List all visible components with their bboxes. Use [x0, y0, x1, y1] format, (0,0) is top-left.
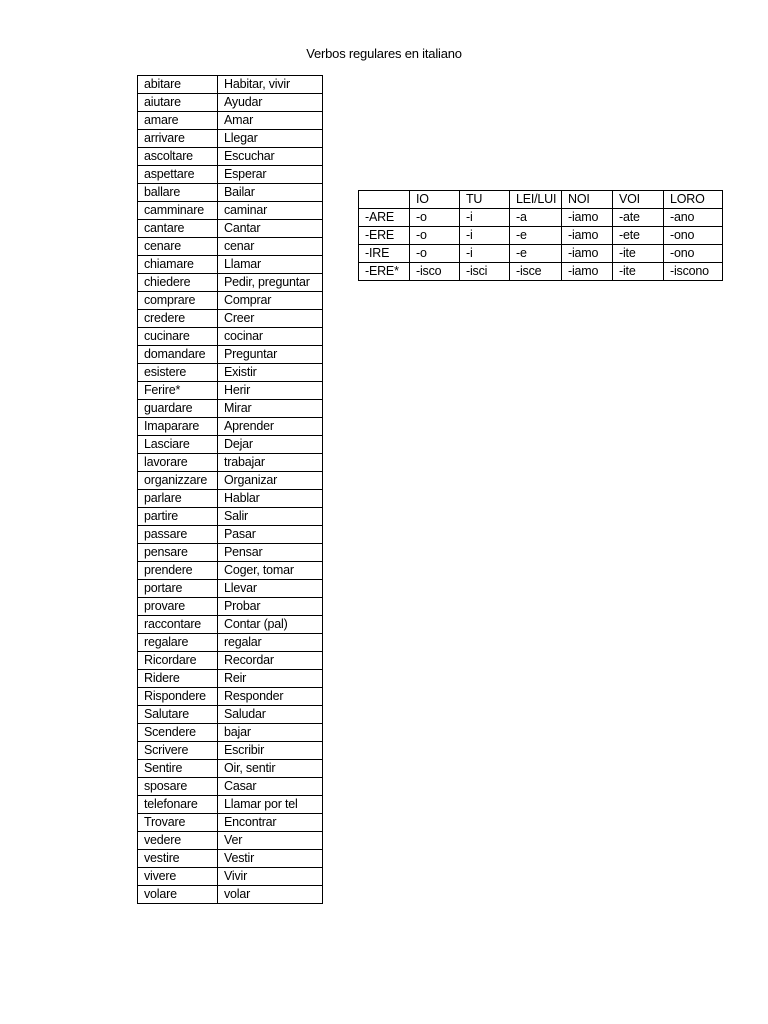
italian-verb-cell: comprare: [138, 292, 218, 310]
vocab-row: [138, 130, 323, 148]
italian-verb-cell: guardare: [138, 400, 218, 418]
vocab-row: [138, 508, 323, 526]
spanish-translation-cell: Ayudar: [218, 94, 323, 112]
conjugation-suffix-cell: -iamo: [562, 227, 613, 245]
page-title: Verbos regulares en italiano: [306, 46, 462, 61]
conjugation-row: [359, 227, 723, 245]
spanish-translation-cell: Coger, tomar: [218, 562, 323, 580]
conjugation-row: [359, 245, 723, 263]
vocab-row: [138, 328, 323, 346]
conjugation-suffix-cell: -e: [510, 227, 562, 245]
italian-verb-cell: telefonare: [138, 796, 218, 814]
italian-verb-cell: aspettare: [138, 166, 218, 184]
spanish-translation-cell: Salir: [218, 508, 323, 526]
vocab-row: [138, 562, 323, 580]
vocab-row: [138, 364, 323, 382]
italian-verb-cell: arrivare: [138, 130, 218, 148]
vocab-row: [138, 274, 323, 292]
conjugation-header-row: [359, 191, 723, 209]
spanish-translation-cell: trabajar: [218, 454, 323, 472]
vocab-row: [138, 202, 323, 220]
vocab-row: [138, 112, 323, 130]
spanish-translation-cell: Encontrar: [218, 814, 323, 832]
vocab-row: [138, 868, 323, 886]
vocab-row: [138, 256, 323, 274]
italian-verb-cell: vedere: [138, 832, 218, 850]
vocab-row: [138, 670, 323, 688]
spanish-translation-cell: Aprender: [218, 418, 323, 436]
conjugation-row: [359, 263, 723, 281]
vocab-row: [138, 850, 323, 868]
conjugation-suffix-cell: -a: [510, 209, 562, 227]
conjugation-suffix-cell: -ono: [664, 245, 723, 263]
vocab-row: [138, 580, 323, 598]
spanish-translation-cell: Llevar: [218, 580, 323, 598]
spanish-translation-cell: Pedir, preguntar: [218, 274, 323, 292]
italian-verb-cell: Ricordare: [138, 652, 218, 670]
conjugation-suffix-cell: -ate: [613, 209, 664, 227]
conjugation-suffix-cell: -ite: [613, 263, 664, 281]
italian-verb-cell: Ferire*: [138, 382, 218, 400]
italian-verb-cell: credere: [138, 310, 218, 328]
spanish-translation-cell: Mirar: [218, 400, 323, 418]
conjugation-header-cell: LORO: [664, 191, 723, 209]
italian-verb-cell: sposare: [138, 778, 218, 796]
spanish-translation-cell: Pensar: [218, 544, 323, 562]
italian-verb-cell: partire: [138, 508, 218, 526]
spanish-translation-cell: Dejar: [218, 436, 323, 454]
spanish-translation-cell: Amar: [218, 112, 323, 130]
italian-verb-cell: amare: [138, 112, 218, 130]
spanish-translation-cell: Casar: [218, 778, 323, 796]
italian-verb-cell: lavorare: [138, 454, 218, 472]
italian-verb-cell: provare: [138, 598, 218, 616]
italian-verb-cell: vestire: [138, 850, 218, 868]
italian-verb-cell: Scendere: [138, 724, 218, 742]
italian-verb-cell: Scrivere: [138, 742, 218, 760]
vocab-row: [138, 400, 323, 418]
vocab-row: [138, 76, 323, 94]
conjugation-suffix-cell: -iamo: [562, 245, 613, 263]
conjugation-suffix-cell: -i: [460, 209, 510, 227]
spanish-translation-cell: Organizar: [218, 472, 323, 490]
spanish-translation-cell: Cantar: [218, 220, 323, 238]
conjugation-suffix-cell: -o: [410, 245, 460, 263]
vocab-row: [138, 472, 323, 490]
spanish-translation-cell: Escribir: [218, 742, 323, 760]
vocab-row: [138, 706, 323, 724]
italian-verb-cell: organizzare: [138, 472, 218, 490]
conjugation-suffix-cell: -ono: [664, 227, 723, 245]
vocab-row: [138, 418, 323, 436]
verb-ending-cell: -ERE: [359, 227, 410, 245]
conjugation-table: [358, 190, 723, 281]
conjugation-header-cell: VOI: [613, 191, 664, 209]
italian-verb-cell: pensare: [138, 544, 218, 562]
conjugation-header-cell: IO: [410, 191, 460, 209]
spanish-translation-cell: Herir: [218, 382, 323, 400]
vocab-row: [138, 634, 323, 652]
spanish-translation-cell: regalar: [218, 634, 323, 652]
conjugation-header-cell: [359, 191, 410, 209]
italian-verb-cell: Ridere: [138, 670, 218, 688]
italian-verb-cell: cenare: [138, 238, 218, 256]
vocab-row: [138, 310, 323, 328]
conjugation-header-cell: TU: [460, 191, 510, 209]
vocab-row: [138, 184, 323, 202]
spanish-translation-cell: Esperar: [218, 166, 323, 184]
conjugation-suffix-cell: -isco: [410, 263, 460, 281]
italian-verb-cell: regalare: [138, 634, 218, 652]
conjugation-suffix-cell: -e: [510, 245, 562, 263]
spanish-translation-cell: Vestir: [218, 850, 323, 868]
italian-verb-cell: Lasciare: [138, 436, 218, 454]
spanish-translation-cell: Creer: [218, 310, 323, 328]
italian-verb-cell: parlare: [138, 490, 218, 508]
spanish-translation-cell: Probar: [218, 598, 323, 616]
italian-verb-cell: prendere: [138, 562, 218, 580]
conjugation-header-cell: LEI/LUI: [510, 191, 562, 209]
vocab-row: [138, 220, 323, 238]
conjugation-suffix-cell: -iamo: [562, 263, 613, 281]
spanish-translation-cell: Reir: [218, 670, 323, 688]
vocab-row: [138, 886, 323, 904]
italian-verb-cell: cantare: [138, 220, 218, 238]
conjugation-suffix-cell: -iamo: [562, 209, 613, 227]
vocabulary-table: [137, 75, 323, 904]
spanish-translation-cell: cocinar: [218, 328, 323, 346]
vocab-row: [138, 598, 323, 616]
spanish-translation-cell: Habitar, vivir: [218, 76, 323, 94]
italian-verb-cell: esistere: [138, 364, 218, 382]
vocab-row: [138, 292, 323, 310]
verb-ending-cell: -ARE: [359, 209, 410, 227]
italian-verb-cell: passare: [138, 526, 218, 544]
conjugation-suffix-cell: -ano: [664, 209, 723, 227]
italian-verb-cell: vivere: [138, 868, 218, 886]
conjugation-suffix-cell: -i: [460, 245, 510, 263]
vocab-row: [138, 778, 323, 796]
spanish-translation-cell: Pasar: [218, 526, 323, 544]
vocab-row: [138, 454, 323, 472]
italian-verb-cell: abitare: [138, 76, 218, 94]
italian-verb-cell: ballare: [138, 184, 218, 202]
spanish-translation-cell: Comprar: [218, 292, 323, 310]
conjugation-suffix-cell: -iscono: [664, 263, 723, 281]
italian-verb-cell: cucinare: [138, 328, 218, 346]
verb-ending-cell: -ERE*: [359, 263, 410, 281]
vocab-row: [138, 166, 323, 184]
conjugation-suffix-cell: -ete: [613, 227, 664, 245]
spanish-translation-cell: cenar: [218, 238, 323, 256]
spanish-translation-cell: Llegar: [218, 130, 323, 148]
italian-verb-cell: ascoltare: [138, 148, 218, 166]
vocab-row: [138, 238, 323, 256]
spanish-translation-cell: Llamar: [218, 256, 323, 274]
verb-ending-cell: -IRE: [359, 245, 410, 263]
italian-verb-cell: domandare: [138, 346, 218, 364]
vocab-row: [138, 616, 323, 634]
italian-verb-cell: chiedere: [138, 274, 218, 292]
vocab-row: [138, 544, 323, 562]
vocab-row: [138, 688, 323, 706]
italian-verb-cell: Trovare: [138, 814, 218, 832]
italian-verb-cell: camminare: [138, 202, 218, 220]
italian-verb-cell: Rispondere: [138, 688, 218, 706]
spanish-translation-cell: Saludar: [218, 706, 323, 724]
vocab-row: [138, 742, 323, 760]
spanish-translation-cell: Llamar por tel: [218, 796, 323, 814]
vocab-row: [138, 346, 323, 364]
spanish-translation-cell: Recordar: [218, 652, 323, 670]
conjugation-header-cell: NOI: [562, 191, 613, 209]
conjugation-suffix-cell: -isci: [460, 263, 510, 281]
spanish-translation-cell: Responder: [218, 688, 323, 706]
vocab-row: [138, 382, 323, 400]
vocab-row: [138, 724, 323, 742]
spanish-translation-cell: Escuchar: [218, 148, 323, 166]
spanish-translation-cell: Existir: [218, 364, 323, 382]
conjugation-suffix-cell: -o: [410, 209, 460, 227]
vocab-row: [138, 814, 323, 832]
italian-verb-cell: portare: [138, 580, 218, 598]
spanish-translation-cell: caminar: [218, 202, 323, 220]
spanish-translation-cell: Vivir: [218, 868, 323, 886]
vocab-row: [138, 148, 323, 166]
vocab-row: [138, 832, 323, 850]
conjugation-row: [359, 209, 723, 227]
vocab-row: [138, 490, 323, 508]
spanish-translation-cell: Contar (pal): [218, 616, 323, 634]
vocab-row: [138, 94, 323, 112]
conjugation-suffix-cell: -o: [410, 227, 460, 245]
vocab-row: [138, 526, 323, 544]
spanish-translation-cell: Hablar: [218, 490, 323, 508]
vocab-row: [138, 796, 323, 814]
spanish-translation-cell: Ver: [218, 832, 323, 850]
conjugation-suffix-cell: -i: [460, 227, 510, 245]
spanish-translation-cell: Preguntar: [218, 346, 323, 364]
italian-verb-cell: Sentire: [138, 760, 218, 778]
spanish-translation-cell: bajar: [218, 724, 323, 742]
italian-verb-cell: Salutare: [138, 706, 218, 724]
conjugation-suffix-cell: -ite: [613, 245, 664, 263]
spanish-translation-cell: Bailar: [218, 184, 323, 202]
italian-verb-cell: aiutare: [138, 94, 218, 112]
italian-verb-cell: raccontare: [138, 616, 218, 634]
conjugation-suffix-cell: -isce: [510, 263, 562, 281]
vocab-row: [138, 760, 323, 778]
italian-verb-cell: volare: [138, 886, 218, 904]
vocab-row: [138, 652, 323, 670]
italian-verb-cell: chiamare: [138, 256, 218, 274]
spanish-translation-cell: Oir, sentir: [218, 760, 323, 778]
spanish-translation-cell: volar: [218, 886, 323, 904]
italian-verb-cell: Imaparare: [138, 418, 218, 436]
vocab-row: [138, 436, 323, 454]
